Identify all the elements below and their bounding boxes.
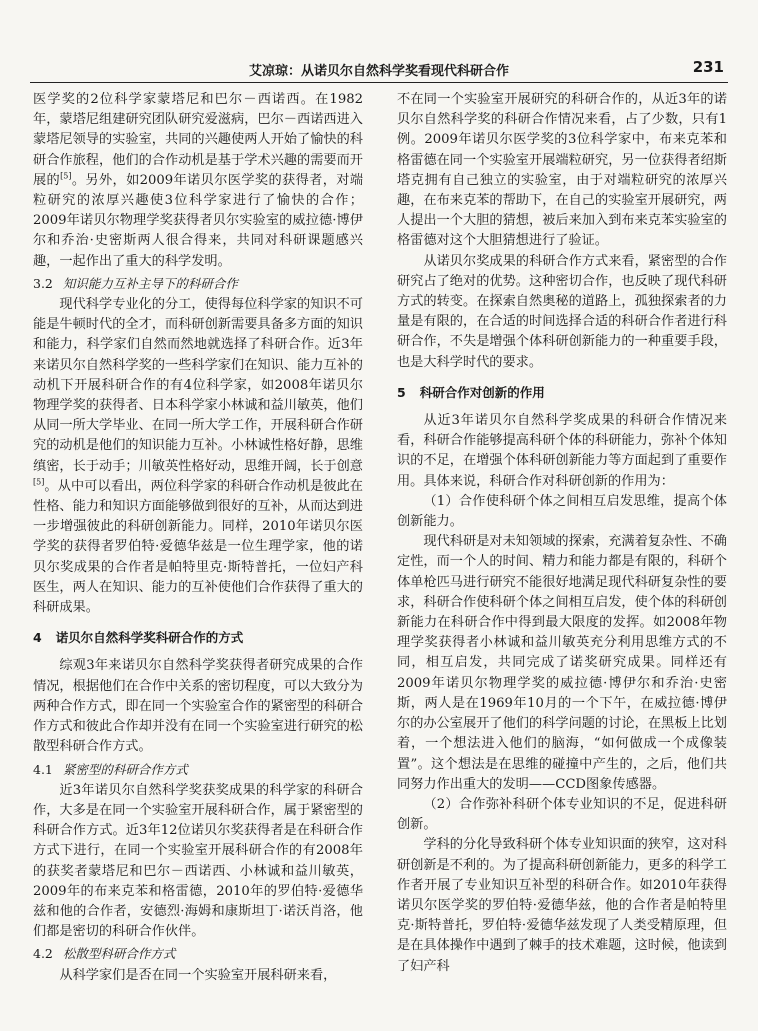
paragraph: 现代科学专业化的分工，使得每位科学家的知识不可能是牛顿时代的全才，而科研创新需要具备多方面的知识和能力，科学家们自然而然地就选择了科研合作。近3年来诺贝尔自然科学奖的一些科学家们在知识、能力互补的动机下开展科研合作的有4位科学家，如2008年诺贝尔物理学奖的获得者、日本科学家小林诚和益川敏英，他们从同一所大学毕业、在同一所大学工作，开展科研合作研究的动机是他们的知识能力互补。小林诚性格好静，思维缜密，长于动手；川敏英性格好动，思维开阔，长于创意[5]。从中可以看出，两位科学家的科研合作动机是彼此在性格、能力和知识方面能够做到很好的互补，从而达到进一步增强彼此的科研创新能力。同样，2010年诺贝尔医学奖的获得者罗伯特·爱德华兹是一位生理学家，他的诺贝尔奖成果的合作者是帕特里克·斯特普托，一位妇产科医生，两人在知识、能力的互补使他们合作获得了重大的科研成果。 (33, 297, 363, 616)
paragraph: 从诺贝尔奖成果的科研合作方式来看，紧密型的合作研究占了绝对的优势。这种密切合作，也反映了现代科研方式的转变。在探索自然奥秘的道路上，孤独探索者的力量是有限的，在合适的时间选择合适的科研合作者进行科研合作，不失是增强个体科研创新能力的一种重要手段，也是大科学时代的要求。 (397, 253, 727, 370)
paragraph: 医学奖的2位科学家蒙塔尼和巴尔－西诺西。在1982年，蒙塔尼组建研究团队研究爱滋病，巴尔－西诺西进入蒙塔尼领导的实验室，共同的兴趣使两人开始了愉快的科研合作旅程，他们的合作动机是基于学术兴趣的需要而开展的[5]。另外，如2009年诺贝尔医学奖的获得者，对端粒研究的浓厚兴趣使3位科学家进行了愉快的合作；2009年诺贝尔物理学奖获得者贝尔实验室的威拉德·博伊尔和乔治·史密斯两人很合得来，共同对科研课题感兴趣，一起作出了重大的科学发明。 (33, 92, 364, 269)
section-heading-4: 4 诺贝尔自然科学奖科研合作的方式 (33, 630, 244, 646)
section-heading-5: 5 科研合作对创新的作用 (397, 384, 545, 400)
subsection-heading-4-2: 4.2 松散型科研合作方式 (33, 946, 176, 962)
paragraph: 从科学家们是否在同一个实验室开展科研来看， (59, 967, 337, 983)
paragraph: 从近3年诺贝尔自然科学奖成果的科研合作情况来看，科研合作能够提高科研个体的科研能力，弥补个体知识的不足，在增强个体科研创新能力等方面起到了重要作用。具体来说，科研合作对科研创新的作用为： (397, 413, 727, 489)
right-column (397, 90, 727, 977)
list-item: （1）合作使科研个体之间相互启发思维，提高个体创新能力。 (397, 493, 727, 530)
running-header (30, 58, 728, 83)
paragraph: 综观3年来诺贝尔自然科学奖获得者研究成果的合作情况，根据他们在合作中关系的密切程度，可以大致分为两种合作方式，即在同一个实验室合作的紧密型的科研合作方式和彼此合作却并没有在同一个实验室进行研究的松散型科研合作方式。 (33, 658, 363, 755)
citation: [5] (60, 171, 72, 181)
page-number: 231 (692, 58, 724, 76)
paragraph: 不在同一个实验室开展研究的科研合作的，从近3年的诺贝尔自然科学奖的科研合作情况来看，占了少数，只有1例。2009年诺贝尔医学奖的3位科学家中，布来克苯和格雷德在同一个实验室开展端粒研究，另一位获得者绍斯塔克拥有自己独立的实验室，由于对端粒研究的浓厚兴趣，在布来克苯的帮助下，在自己的实验室开展研究，两人提出一个大胆的猜想，被后来加入到布来克苯实验室的格雷德对这个大胆猜想进行了验证。 (397, 92, 727, 249)
paragraph: 现代科研是对未知领域的探索，充满着复杂性、不确定性，而一个人的时间、精力和能力都是有限的，科研个体单枪匹马进行研究不能很好地满足现代科研复杂性的要求，科研合作使科研个体之间相互启发，使个体的科研创新能力在科研合作中得到最大限度的发挥。如2008年物理学奖获得者小林诚和益川敏英充分利用思维方式的不同，相互启发，共同完成了诺奖研究成果。同样还有2009年诺贝尔物理学奖的威拉德·博伊尔和乔治·史密斯，两人是在1969年10月的一个下午，在威拉德·博伊尔的办公室展开了他们的科学问题的讨论，在黑板上比划着，一个想法进入他们的脑海，“如何做成一个成像装置”。这个想法是在思维的碰撞中产生的，之后，他们共同努力作出重大的发明——CCD图象传感器。 (397, 534, 727, 792)
paragraph: 近3年诺贝尔自然科学奖获奖成果的科学家的科研合作，大多是在同一个实验室开展科研合作，属于紧密型的科研合作方式。近3年12位诺贝尔奖获得者是在科研合作方式下进行，在同一个实验室开展科研合作的有2008年的获奖者蒙塔尼和巴尔－西诺西、小林诚和益川敏英，2009年的布来克苯和格雷德，2010年的罗伯特·爱德华兹和他的合作者，安德烈·海姆和康斯坦丁·诺沃肖洛，他们都是密切的科研合作伙伴。 (33, 782, 363, 940)
list-item: （2）合作弥补科研个体专业知识的不足，促进科研创新。 (397, 796, 727, 833)
subsection-heading-3-2: 3.2 知识能力互补主导下的科研合作 (33, 275, 238, 291)
paragraph: 学科的分化导致科研个体专业知识面的狭窄，这对科研创新是不利的。为了提高科研创新能力，更多的科学工作者开展了专业知识互补型的科研合作。如2010年获得诺贝尔医学奖的罗伯特·爱德华兹，他的合作者是帕特里克·斯特普托，罗伯特·爱德华兹发现了人类受精原理，但是在具体操作中遇到了棘手的技术难题，这时候，他读到了妇产科 (397, 837, 727, 974)
left-column (33, 90, 363, 986)
subsection-heading-4-1: 4.1 紧密型的科研合作方式 (33, 761, 188, 777)
running-title: 艾凉琼：从诺贝尔自然科学奖看现代科研合作 (248, 64, 509, 79)
citation: [5] (33, 477, 45, 487)
